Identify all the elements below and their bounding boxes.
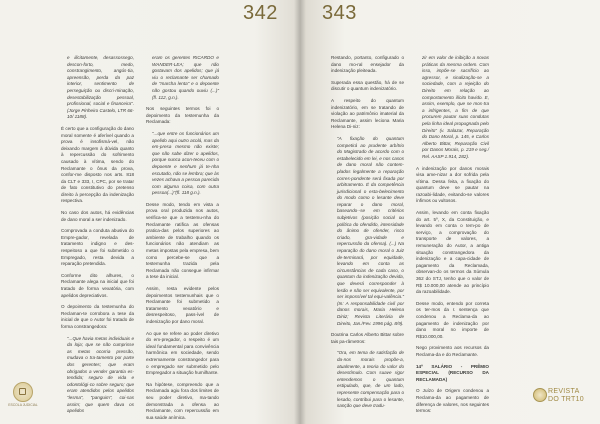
logo-title-line2: DO TRT10 (548, 396, 584, 403)
paragraph: A respeito do quantum indenizatório, em se tratando de violação ao patrimônio imaterial da Reclamante, assim leciona Maria Helena Di-niz: (331, 97, 404, 130)
paragraph: Desse modo, entendo por correta os ter-mos da r. sentença que condenou a Reclama-da ao pagamento de indenização por dano moral no importe de R$10.000,00. (416, 300, 489, 339)
emblem-icon (13, 382, 33, 402)
paragraph: Restando, portanto, configurado o dano mo-ral ensejador da indenização pleiteada. (331, 55, 404, 74)
quote-paragraph: "...que entre os funcionários um apelido aqui outro acolá, mas da em-presa mesmo não existe; que não sabe dizer o apelidos, porque nunca acon-teceu com o depoente e nenhum já te-nha escutado, não se lembra; que às vezes achava a pessoa parecida com alguma coisa, com outra pessoa(...)"(fl. 118 g.n.). (152, 130, 219, 196)
quote-paragraph: "A fixação do quantum competirá ao prudente arbítrio do Magistrado de acordo com o estabelecido em lei, e nos casos de dano moral não contem-plados legalmente a reparação corres-pondente será fixada por arbitramento. É da competência jurisdicional o esta-belecimento do modo como o lesante deve reparar o dano moral, baseando--se em critérios subjetivos (posição social ou política do ofendido, intensidade do ânimo de ofender, risco criado, gra-vidade e repercussão da ofensa). (...) Na reparação do dano moral o Juiz de-terminará, por equidade, levando em conta as circunstâncias de cada caso, o quantum da indenização devida, que deverá corresponder à lesão e não ser equivalente, por ser impossível tal equi-valência." (In: A responsabilidade civil por danos morais, Maria Helena Diniz; Revista Literária de Direito, Jan./Fev. 1996 pág. 8/9). (337, 135, 404, 326)
quote-paragraph: eram os gerentes RICARDO e WANDER-LEA; que não gostavam dos apelidos; que já viu o reclamante ser chamado de "marcha lenta" e o depoente não gostou quando ouviu (...)" (fl. 112, g.n.). (152, 55, 219, 100)
book-gutter (294, 0, 306, 424)
page-number-left: 342 (243, 2, 278, 24)
section-heading: 14º SALÁRIO - PRÊMIO ESPECIAL (RECURSO DA RECLAMADA) (416, 363, 489, 382)
paragraph: Conforme dito alhures, o Reclamante alega na inicial que foi tratado de forma vexatória, com apelidos depreciativos. (61, 272, 134, 298)
paragraph: Superada essa questão, há de se discutir o quantum indenizatório. (331, 79, 404, 92)
paragraph: Doutrina Carlos Alberto Bittar sobre tais pa-râmetros: (331, 332, 404, 344)
page-number-right: 343 (322, 2, 357, 24)
paragraph: Nego provimento aos recursos da Reclama-da e do Reclamante. (416, 345, 489, 357)
right-page (300, 0, 600, 424)
text-column-4 (416, 55, 489, 420)
quote-paragraph: "Ora, em tema de satisfação de da-nos morais propõe-a, atualmente, a teoria do valor do desestímulo. Com suave rigor entendemos o quantum estipulado, que, de um lado, represente compensação para o lesado, contribui para o lesante, sanção que deve tradu- (337, 350, 404, 409)
paragraph: O Juízo de Origem condenou a Reclama-da ao pagamento de diferença de valores, nos seguintes termos: (416, 388, 489, 414)
logo-text: ESCOLA JUDICIAL (8, 403, 38, 407)
emblem-icon (533, 388, 547, 402)
paragraph: Ao que se refere ao poder diretivo do em-pregador, o respeito é um ideal fundamental para convivência harmônica em sociedade, sendo extremamente constrangedor para o empregado ser submetido pelo Empregador a situação humilhante. (146, 330, 219, 376)
paragraph: No caso dos autos, há evidências de dano moral a ser indenizado. (61, 210, 134, 222)
paragraph: O depoimento da testemunha do Reclaman-te corrobora a tese da inicial de que o Autor foi tratado de forma constrangedora: (61, 304, 134, 329)
text-column-3 (331, 55, 404, 415)
paragraph: Comprovada a conduta abusiva do Empre-gador, revelada de tratamento indigno e des-respeitoso a que foi submetido o Empregado, resta devida a reparação pretendida. (61, 228, 134, 267)
text-column-2 (146, 55, 219, 424)
paragraph: É certo que a configuração do dano moral somente é aferível quando a prova é insofismá-vel, não deixando margem à dúvida quanto à repercussão do sofrimento causado à vítima, sendo do Reclamante o ônus da prova, confor-me disposto nos arts. 818 da CLT e 333, I, CPC, por se tratar de fato constitutivo do pretenso direito à percepção da indenização respectiva. (61, 125, 134, 204)
paragraph: Na hipótese, compreendo que a Reclamada agiu fora dos limites de seu poder diretivo, ma-tando demonstrada a ofensa ao Reclamante, com repercussão em sua saúde anímica. (146, 381, 219, 420)
quote-paragraph: "...Que havia metas individuais e da loja; que se não cumprisse as metas ocorria pressão, mudava o tra-tamento por parte dos gerentes; que eram obrigados a vender garantia es-tendida; seguro de vida e odontológi-co sobre seguro; que eram atendidos pelos apelidos "lesma", "panguim", coi-sas assim; que quem dava os apelidos (67, 335, 134, 414)
paragraph: Desse modo, tendo em vista a prova oral produzida nos autos, verifica-se que a testemu-nha do Reclamante ratifica as ofensas pratica-das pelos superiores ao ambiente de trabalho quando os funcionários não atendiam as metas impostas pela empresa, bem como percebe-se que a testemunha trazida pela Reclamada não consegue infirmar a tese da inicial. (146, 201, 219, 280)
paragraph: Assim, levando em conta fixação do art. 5º, X, da Constituição, e levando em conta o tem-po de serviço, a comprovação do transporte de valores, a remuneração do Autor, a antiga situação constrangedora da indenização e a capa-cidade de pagamento da Reclamada, observan-do os termos da Súmula 362 do STJ, tenho que o valor de R$ 10.000,00 atende ao princípio da razoabilidade. (416, 210, 489, 295)
logo-title-line1: REVISTA (548, 388, 580, 395)
text-column-1 (61, 55, 134, 420)
quote-paragraph: zir em valor de inibição a novas práticas da mesma ordem. Com isso, impõe-se sacrifício ao agressor, e sinalização-se a sociedade, com a rejeição do Direito em relação ao comportamento ilícito havido. E, assim, exemplo, que se mos-tra a infrigentes, a fim de que procurem pautar suas condutas pela linha ideal propugnada pelo Direito" (v. Salazar, Reparação do Dano Moral, p. 145, e Carlos Alberto Bittar, Reparação Civil por Danos Morais, p. 219 e seg./ Rel. AASP 1.914, 282). (422, 55, 489, 159)
paragraph: Nos seguintes termos foi o depoimento da testemunha da Reclamada: (146, 106, 219, 125)
quote-paragraph: e ilicitamente, desassossego, descon-forto, medo, constrangimento, angús-tia, apreensão, perda da paz interior, sentimento de perseguição ou discri-minação, desestabilização pessoal, profissional, social e financeira". (Jorge Pinheiro Castelo, LTR 66-10/ 1188). (67, 55, 134, 120)
paragraph: A indenização por danos morais visa ame-nizar a dor sofrida pela vítima. Dessa feita, a fixação do quantum deve se pautar na razoabi-lidade, evitando-se valores ínfimos ou vultosos. (416, 165, 489, 204)
escola-judicial-logo (8, 382, 38, 407)
paragraph: Assim, resta evidente pelos depoimentos testemunhais que o Reclamante foi submetido a tratamento vexatório e desrespeitoso, pass-ível de indenização por dano moral. (146, 286, 219, 324)
